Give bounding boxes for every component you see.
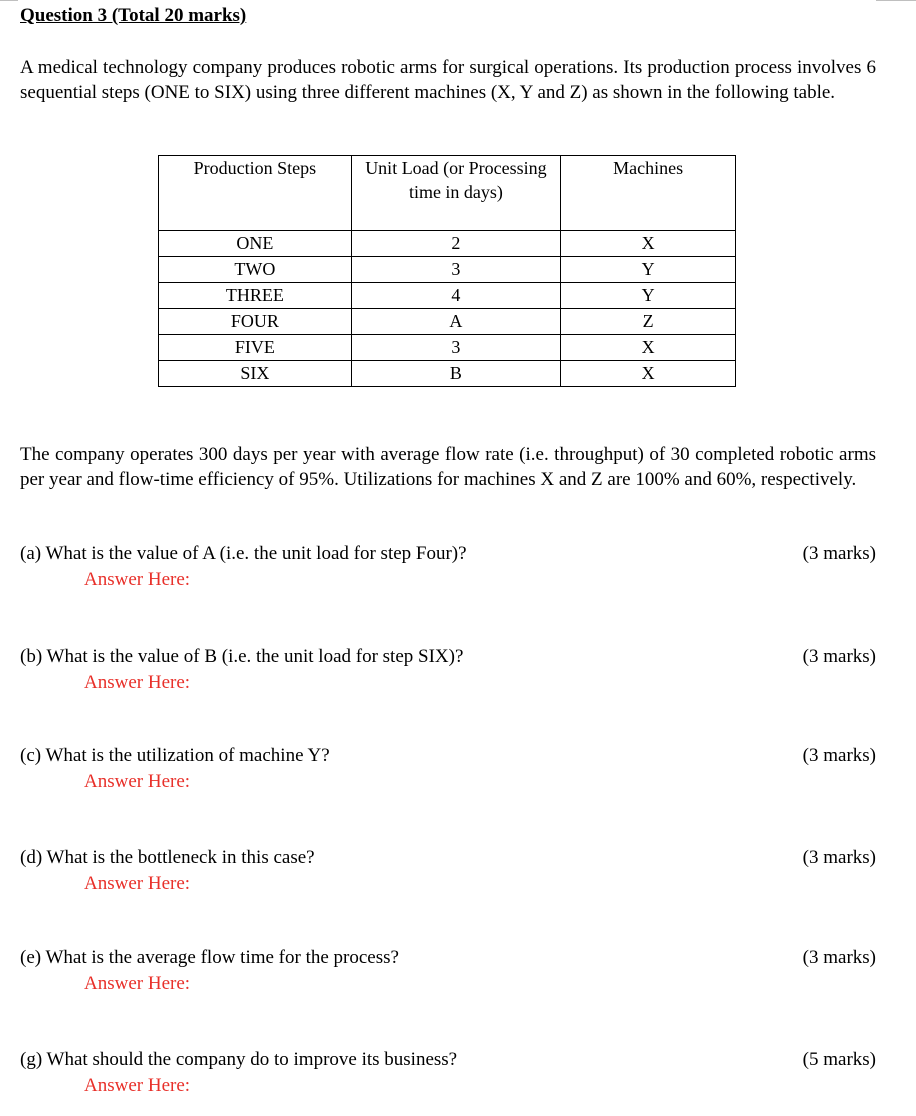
cell-machine: X: [561, 231, 736, 257]
question-g: [20, 1048, 876, 1098]
cell-machine: X: [561, 361, 736, 387]
header-unit-load: Unit Load (or Processing time in days): [351, 156, 560, 231]
question-e-marks: (3 marks): [802, 947, 876, 968]
question-e-text: (e) What is the average flow time for the process?: [20, 947, 399, 968]
cell-unit-load: 3: [351, 335, 560, 361]
question-a-marks: (3 marks): [802, 543, 876, 564]
question-b-marks: (3 marks): [802, 646, 876, 667]
cell-unit-load: 2: [351, 231, 560, 257]
cell-machine: Z: [561, 309, 736, 335]
cell-step: ONE: [159, 231, 352, 257]
top-edge-line-left: [0, 0, 18, 1]
cell-unit-load: 4: [351, 283, 560, 309]
question-b: [20, 645, 876, 695]
answer-b-field[interactable]: Answer Here:: [84, 672, 191, 693]
cell-step: FOUR: [159, 309, 352, 335]
cell-unit-load: B: [351, 361, 560, 387]
question-a: [20, 542, 876, 592]
answer-a-field[interactable]: Answer Here:: [84, 569, 191, 590]
cell-machine: Y: [561, 283, 736, 309]
table-header-row: [159, 156, 736, 231]
cell-step: SIX: [159, 361, 352, 387]
question-c: [20, 744, 876, 794]
table-row: [159, 335, 736, 361]
cell-step: FIVE: [159, 335, 352, 361]
table-row: [159, 361, 736, 387]
answer-d-field[interactable]: Answer Here:: [84, 873, 191, 894]
question-e: [20, 946, 876, 996]
production-steps-table: [158, 155, 736, 387]
table-row: [159, 309, 736, 335]
question-title: Question 3 (Total 20 marks): [20, 5, 247, 26]
table-row: [159, 283, 736, 309]
question-a-text: (a) What is the value of A (i.e. the unit load for step Four)?: [20, 543, 467, 564]
question-g-text: (g) What should the company do to improve its business?: [20, 1049, 458, 1070]
intro-paragraph: A medical technology company produces robotic arms for surgical operations. Its production process involves 6 sequential steps (ONE to SIX) using three different machines (X, Y and Z) as shown in the following table.: [20, 57, 876, 103]
question-d: [20, 846, 876, 896]
question-c-text: (c) What is the utilization of machine Y?: [20, 745, 330, 766]
question-d-marks: (3 marks): [802, 847, 876, 868]
cell-machine: X: [561, 335, 736, 361]
cell-unit-load: 3: [351, 257, 560, 283]
question-d-text: (d) What is the bottleneck in this case?: [20, 847, 315, 868]
answer-e-field[interactable]: Answer Here:: [84, 973, 191, 994]
answer-g-field[interactable]: Answer Here:: [84, 1075, 191, 1096]
cell-unit-load: A: [351, 309, 560, 335]
question-c-marks: (3 marks): [802, 745, 876, 766]
table-row: [159, 231, 736, 257]
table-row: [159, 257, 736, 283]
header-machines: Machines: [561, 156, 736, 231]
cell-step: THREE: [159, 283, 352, 309]
header-production-steps: Production Steps: [159, 156, 352, 231]
context-paragraph: The company operates 300 days per year with average flow rate (i.e. throughput) of 30 completed robotic arms per year and flow-time efficiency of 95%. Utilizations for machines X and Z are 100% and 60%, respectively.: [20, 444, 876, 490]
question-b-text: (b) What is the value of B (i.e. the unit load for step SIX)?: [20, 646, 464, 667]
question-g-marks: (5 marks): [802, 1049, 876, 1070]
answer-c-field[interactable]: Answer Here:: [84, 771, 191, 792]
cell-machine: Y: [561, 257, 736, 283]
cell-step: TWO: [159, 257, 352, 283]
top-edge-line-right: [876, 0, 916, 1]
